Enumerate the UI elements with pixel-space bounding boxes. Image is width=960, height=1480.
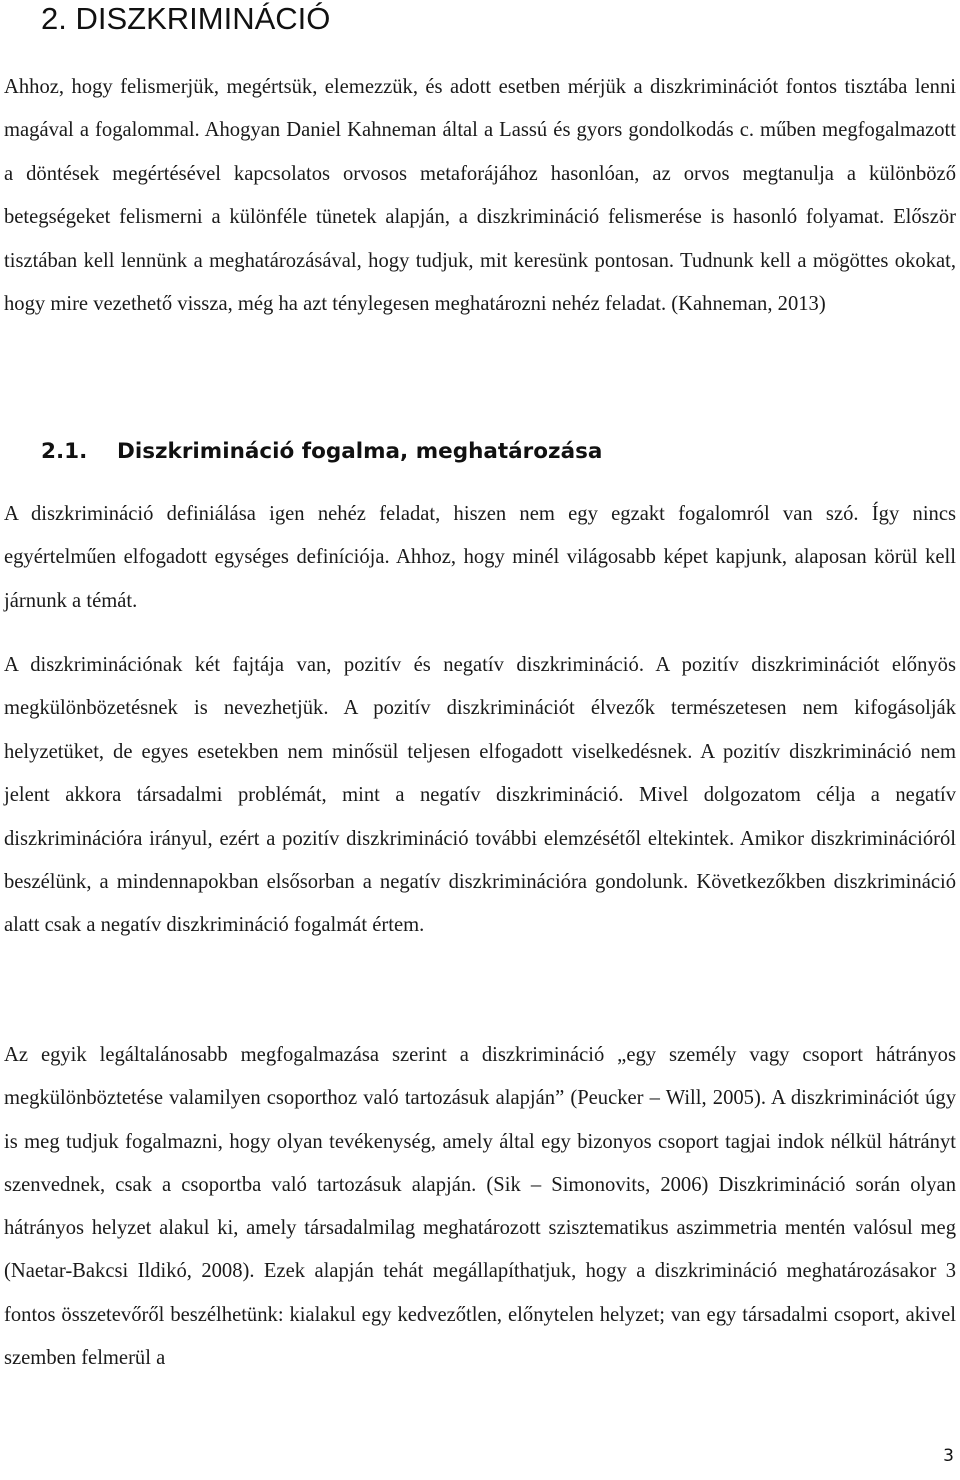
paragraph-intro: Ahhoz, hogy felismerjük, megértsük, elemezzük, és adott esetben mérjük a diszkriminációt fontos tisztába lenni magával a fogalommal. Ahogyan Daniel Kahneman által a Lassú és gyors gondolkodás c. műben megfogalmazott a döntések megértésével kapcsolatos orvosos metaforájához hasonlóan, az orvos megtanulja a különböző betegségeket felismerni a különféle tünetek alapján, a diszkrimináció felismerése is hasonló folyamat. Először tisztában kell lennünk a meghatározásával, hogy tudjuk, mit keresünk pontosan. Tudnunk kell a mögöttes okokat, hogy mire vezethető vissza, még ha azt ténylegesen meghatározni nehéz feladat. (Kahneman, 2013) [4, 76, 956, 316]
paragraph-types: A diszkriminációnak két fajtája van, pozitív és negatív diszkrimináció. A pozitív diszkriminációt előnyös megkülönbözetésnek is nevezhetjük. A pozitív diszkriminációt élvezők természetesen nem kifogásolják helyzetüket, de egyes esetekben nem minősül teljesen elfogadott viselkedésnek. A pozitív diszkrimináció nem jelent akkora társadalmi problémát, mint a negatív diszkrimináció. Mivel dolgozatom célja a negatív diszkriminációra irányul, ezért a pozitív diszkrimináció további elemzésétől eltekintek. Amikor diszkriminációról beszélünk, a mindennapokban elsősorban a negatív diszkriminációra gondolunk. Következőkben diszkrimináció alatt csak a negatív diszkrimináció fogalmát értem. [4, 654, 956, 937]
section-heading [41, 436, 602, 468]
paragraph-definition: A diszkrimináció definiálása igen nehéz feladat, hiszen nem egy egzakt fogalomról van szó. Így nincs egyértelműen elfogadott egységes definíciója. Ahhoz, hogy minél világosabb képet kapjunk, alaposan körül kell járnunk a témát. [4, 503, 956, 612]
page-number: 3 [943, 1446, 954, 1466]
section-number: 2.1. [41, 439, 88, 464]
chapter-title: 2. DISZKRIMINÁCIÓ [41, 1, 331, 36]
section-title: Diszkrimináció fogalma, meghatározása [117, 439, 603, 464]
paragraph-general-definition: Az egyik legáltalánosabb megfogalmazása szerint a diszkrimináció „egy személy vagy csoport hátrányos megkülönböztetése valamilyen csoporthoz való tartozásuk alapján” (Peucker – Will, 2005). A diszkriminációt úgy is meg tudjuk fogalmazni, hogy olyan tevékenység, amely által egy bizonyos csoport tagjai indok nélkül hátrányt szenvednek, csak a csoportba való tartozásuk alapján. (Sik – Simonovits, 2006) Diszkrimináció során olyan hátrányos helyzet alakul ki, amely társadalmilag meghatározott szisztematikus aszimmetria mentén valósul meg (Naetar-Bakcsi Ildikó, 2008). Ezek alapján tehát megállapíthatjuk, hogy a diszkrimináció meghatározásakor 3 fontos összetevőről beszélhetünk: kialakul egy kedvezőtlen, előnytelen helyzet; van egy társadalmi csoport, akivel szemben felmerül a [4, 1044, 956, 1370]
